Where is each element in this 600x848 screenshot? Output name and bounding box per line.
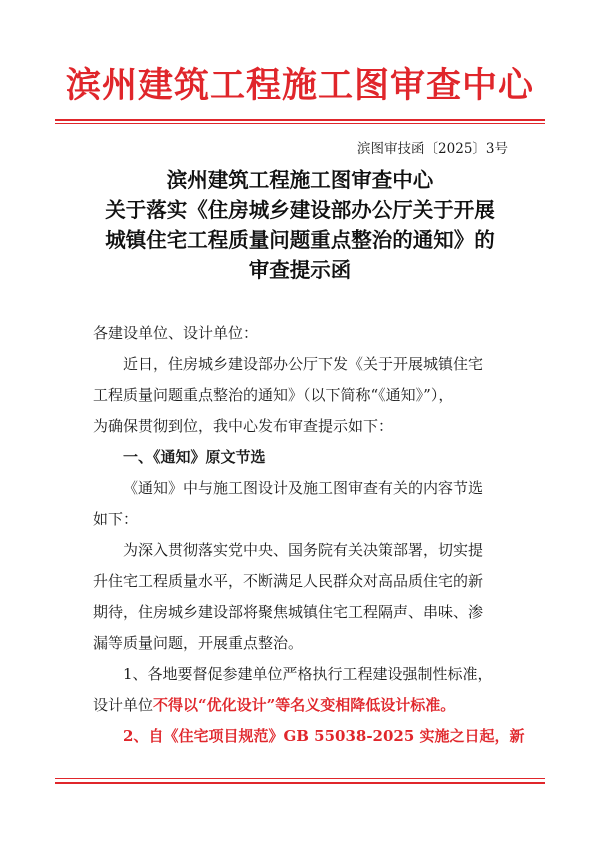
agency-letterhead: 滨州建筑工程施工图审查中心: [65, 65, 534, 106]
item-1-emphasis-text: 不得以“优化设计”等名义变相降低设计标准。: [153, 696, 456, 714]
header-rule-thick: [55, 119, 545, 121]
quote-line: 为深入贯彻落实党中央、国务院有关决策部署，切实提: [123, 541, 484, 559]
title-line: 城镇住宅工程质量问题重点整治的通知》的: [105, 228, 495, 252]
quote-line: 漏等质量问题，开展重点整治。: [93, 634, 304, 652]
quote-line: 期待，住房城乡建设部将聚焦城镇住宅工程隔声、串味、渗: [93, 603, 484, 621]
title-line: 滨州建筑工程施工图审查中心: [166, 168, 434, 192]
quote-line: 升住宅工程质量水平，不断满足人民群众对高品质住宅的新: [93, 572, 484, 590]
title-line: 关于落实《住房城乡建设部办公厅关于开展: [105, 198, 495, 222]
document-body: [93, 318, 525, 752]
item-2-line: [93, 721, 525, 752]
intro-line: 近日，住房城乡建设部办公厅下发《关于开展城镇住宅: [123, 355, 484, 373]
footer-rule-thin: [55, 778, 545, 779]
header-rule-thin: [55, 123, 545, 124]
section-intro-line: 如下：: [93, 510, 139, 528]
item-1-line: [93, 690, 518, 721]
section-intro-line: 《通知》中与施工图设计及施工图审查有关的内容节选: [123, 479, 484, 497]
item-1-line: 1、各地要督促参建单位严格执行工程建设强制性标准，: [123, 665, 493, 683]
intro-line: 工程质量问题重点整治的通知》（以下简称“《通知》”），: [93, 386, 454, 404]
footer-rule-thick: [55, 782, 545, 784]
item-2-emphasis-text: 自《住宅项目规范》GB 55038-2025 实施之日起，新: [148, 727, 525, 745]
salutation: 各建设单位、设计单位：: [93, 324, 259, 342]
section-heading: 一、《通知》原文节选: [123, 448, 266, 466]
document-title: [0, 165, 600, 285]
item-2-number: 2、: [123, 727, 149, 745]
item-1-normal-text: 设计单位: [93, 696, 154, 714]
document-number: 滨图审技函〔2025〕3号: [357, 141, 508, 157]
title-line: 审查提示函: [248, 258, 352, 282]
intro-line: 为确保贯彻到位，我中心发布审查提示如下：: [93, 417, 394, 435]
